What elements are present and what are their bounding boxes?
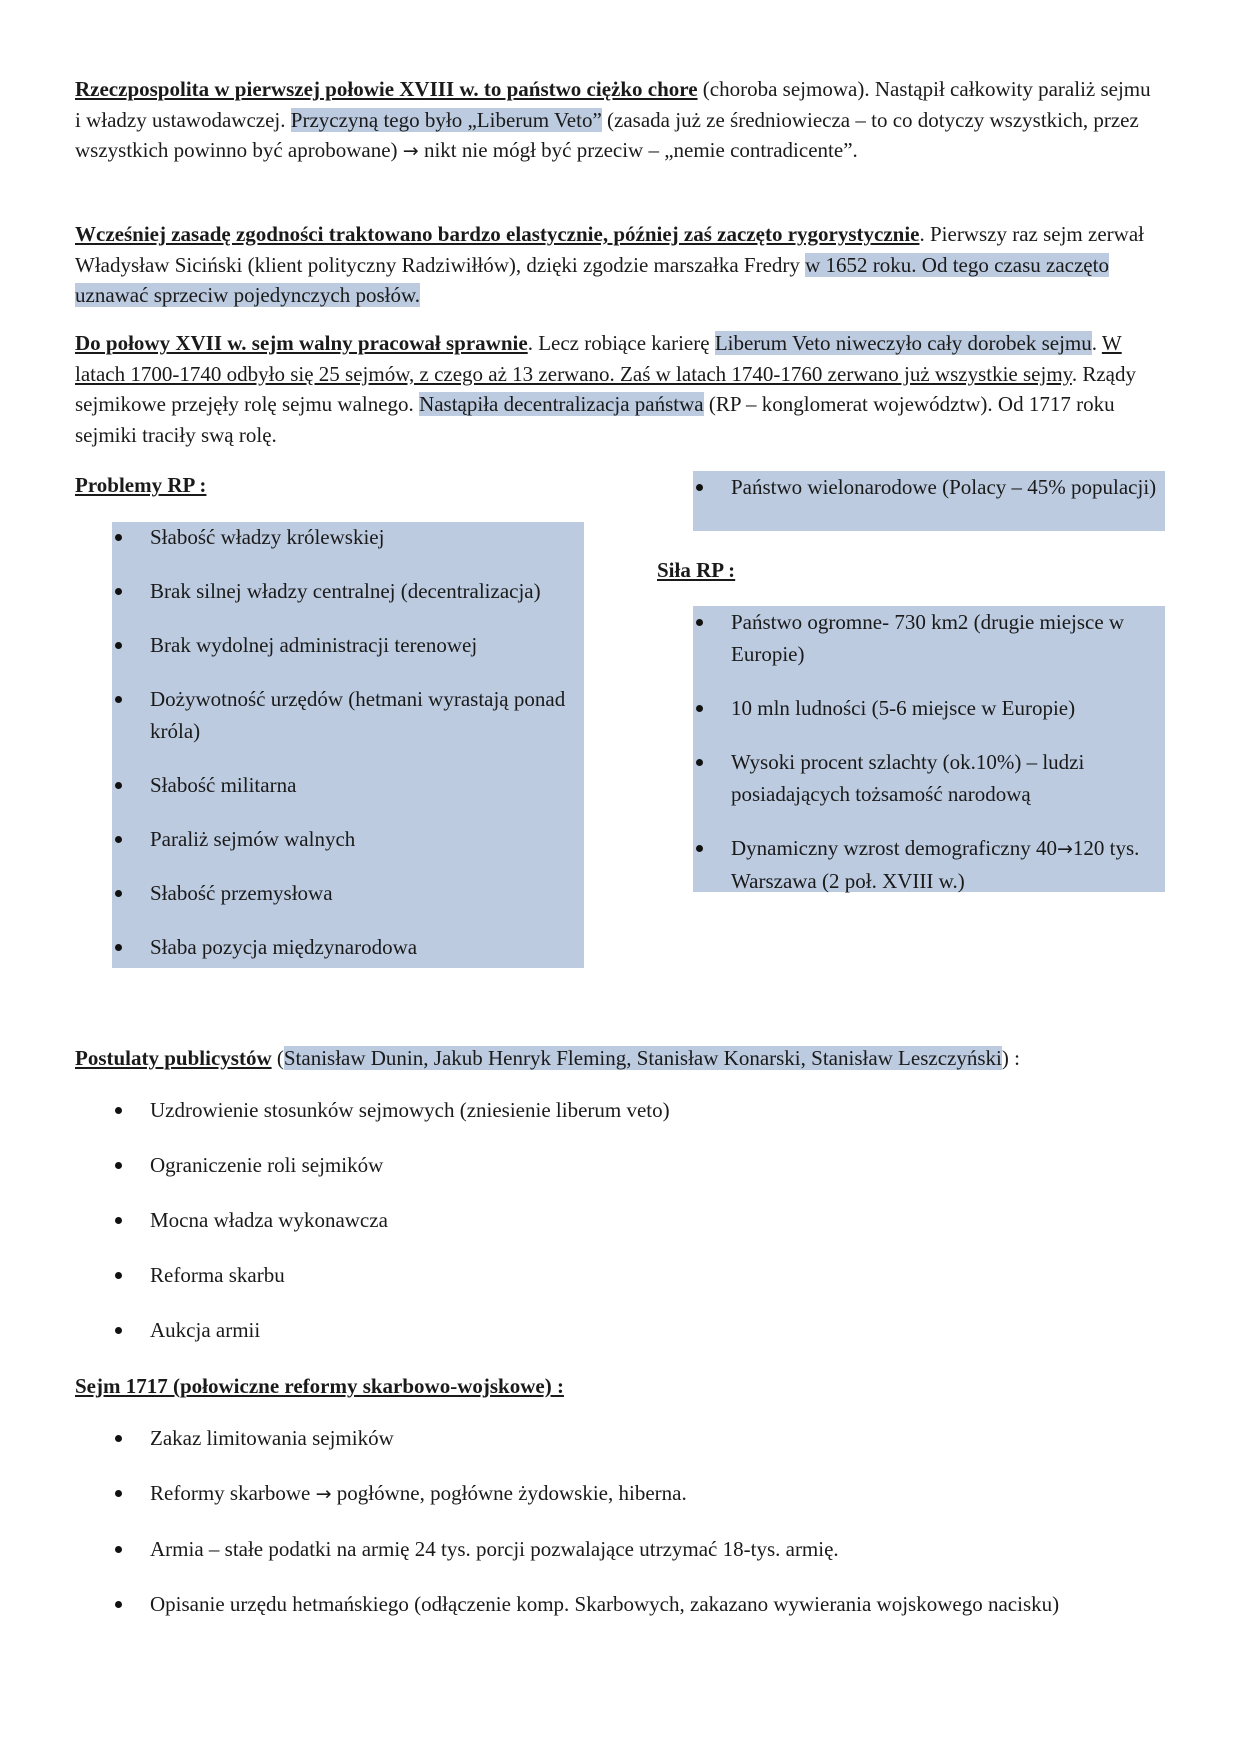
list-item: Brak wydolnej administracji terenowej: [112, 629, 584, 661]
list-item: Słabość militarna: [112, 769, 584, 801]
list-item: Mocna władza wykonawcza: [112, 1204, 1192, 1236]
sejm1717-list: [112, 1422, 1212, 1620]
postulaty-open-paren: (: [271, 1046, 284, 1070]
postulaty-list: [112, 1094, 1192, 1369]
paragraph-3-highlight-2: Nastąpiła decentralizacja państwa: [419, 392, 704, 416]
list-item: Słabość władzy królewskiej: [112, 521, 584, 553]
list-item: Paraliż sejmów walnych: [112, 823, 584, 855]
list-item: Opisanie urzędu hetmańskiego (odłączenie komp. Skarbowych, zakazano wywierania wojskowego nacisku): [112, 1588, 1212, 1620]
postulaty-names: Stanisław Dunin, Jakub Henryk Fleming, Stanisław Konarski, Stanisław Leszczyński: [283, 1046, 1002, 1070]
list-item: Dożywotność urzędów (hetmani wyrastają ponad króla): [112, 683, 584, 747]
postulaty-heading: Postulaty publicystów: [75, 1046, 272, 1070]
list-item: Państwo ogromne- 730 km2 (drugie miejsce w Europie): [693, 606, 1165, 670]
sejm1717-heading: Sejm 1717 (połowiczne reformy skarbowo-wojskowe) :: [75, 1374, 564, 1398]
paragraph-3: [75, 328, 1155, 450]
list-item: Reformy skarbowe → pogłówne, pogłówne żydowskie, hiberna.: [112, 1477, 1212, 1510]
postulaty-line: [75, 1043, 1155, 1074]
list-item: Ograniczenie roli sejmików: [112, 1149, 1192, 1181]
list-item: Wysoki procent szlachty (ok.10%) – ludzi posiadających tożsamość narodową: [693, 746, 1165, 810]
paragraph-2: [75, 219, 1155, 311]
paragraph-3-text: . Lecz robiące karierę: [527, 331, 715, 355]
paragraph-1-heading: Rzeczpospolita w pierwszej połowie XVIII w. to państwo ciężko chore: [75, 77, 698, 101]
paragraph-3-underlined: W latach 1700-1740 odbyło się 25 sejmów, z czego aż 13 zerwano. Zaś w latach 1740-1760 zerwano już wszystkie sejmy: [75, 331, 1122, 386]
paragraph-3-text-2: .: [1091, 331, 1102, 355]
list-item: Aukcja armii: [112, 1314, 1192, 1346]
list-item: Słaba pozycja międzynarodowa: [112, 931, 584, 963]
list-item: Słabość przemysłowa: [112, 877, 584, 909]
sila-heading: Siła RP :: [657, 558, 736, 582]
problemy-cont-list: [693, 471, 1165, 503]
paragraph-1-text-3: nikt nie mógł być przeciw – „nemie contradicente”.: [418, 138, 858, 162]
paragraph-1-highlight: Przyczyną tego było „Liberum Veto”: [290, 107, 602, 132]
list-item: Armia – stałe podatki na armię 24 tys. porcji pozwalające utrzymać 18-tys. armię.: [112, 1533, 1212, 1565]
list-item: Zakaz limitowania sejmików: [112, 1422, 1212, 1454]
paragraph-1-text: (choroba sejmowa). Nastąpił całkowity paraliż sejmu i władzy ustawodawczej.: [75, 77, 1151, 132]
arrow-right-icon: →: [402, 140, 419, 162]
list-item: Państwo wielonarodowe (Polacy – 45% populacji): [693, 471, 1165, 503]
paragraph-3-highlight: Liberum Veto niweczyło cały dorobek sejmu: [714, 331, 1092, 355]
list-item: Dynamiczny wzrost demograficzny 40→120 tys. Warszawa (2 poł. XVIII w.): [693, 832, 1165, 897]
problemy-heading: Problemy RP :: [75, 473, 207, 497]
list-item: Brak silnej władzy centralnej (decentralizacja): [112, 575, 584, 607]
arrow-right-icon: →: [315, 1483, 332, 1505]
paragraph-3-text-3: . Rządy sejmikowe przejęły rolę sejmu walnego.: [75, 361, 1136, 416]
list-item: Uzdrowienie stosunków sejmowych (zniesienie liberum veto): [112, 1094, 1192, 1126]
paragraph-2-text: . Pierwszy raz sejm zerwał Władysław Siciński (klient polityczny Radziwiłłów), dzięki zgodzie marszałka Fredry: [75, 222, 1144, 277]
paragraph-3-text-4: (RP – konglomerat województw). Od 1717 roku sejmiki traciły swą rolę.: [75, 392, 1115, 447]
problemy-list: [112, 521, 584, 985]
postulaty-tail: :: [1008, 1046, 1020, 1070]
paragraph-1: [75, 74, 1155, 167]
sila-list: [693, 606, 1165, 897]
arrow-right-icon: →: [1056, 838, 1073, 860]
paragraph-3-heading: Do połowy XVII w. sejm walny pracował sprawnie: [75, 331, 528, 355]
paragraph-1-text-2: (zasada już ze średniowiecza – to co dotyczy wszystkich, przez wszystkich powinno być aprobowane): [75, 107, 1139, 162]
list-item: 10 mln ludności (5-6 miejsce w Europie): [693, 692, 1165, 724]
paragraph-2-heading: Wcześniej zasadę zgodności traktowano bardzo elastycznie, później zaś zaczęto rygorystycznie: [75, 222, 920, 246]
paragraph-2-highlight: w 1652 roku. Od tego czasu zaczęto uznawać sprzeciw pojedynczych posłów.: [75, 252, 1109, 307]
postulaty-close-paren: ): [1001, 1046, 1009, 1070]
list-item: Reforma skarbu: [112, 1259, 1192, 1291]
